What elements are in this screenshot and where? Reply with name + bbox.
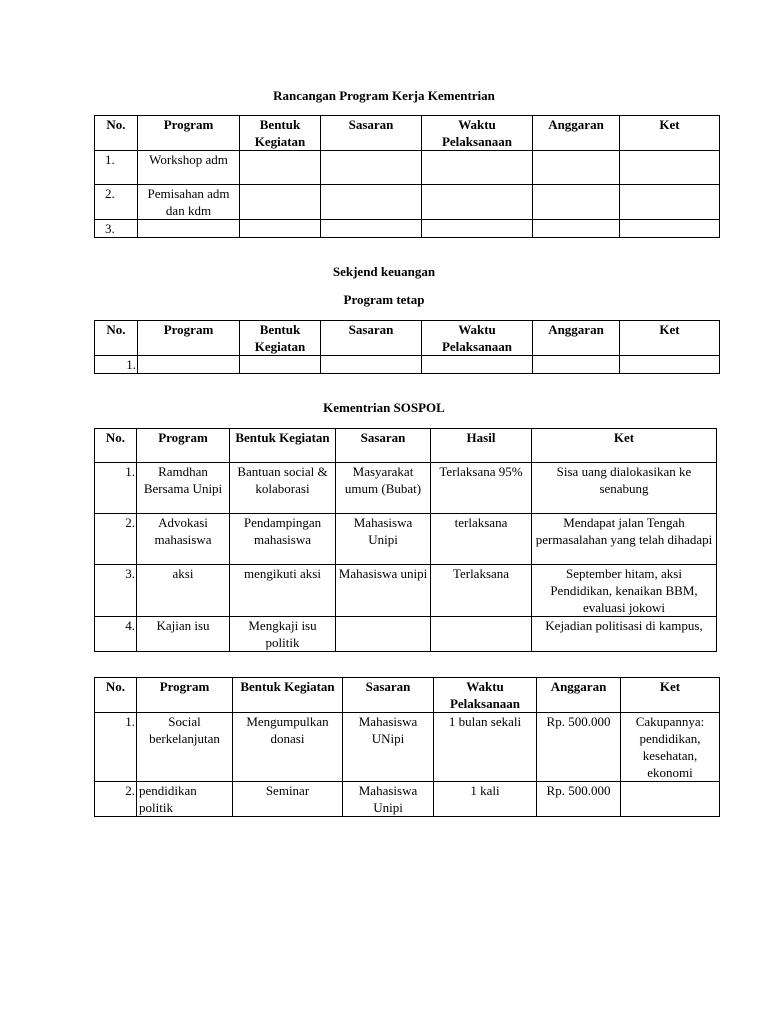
cell-program: Pemisahan adm dan kdm bbox=[138, 185, 240, 220]
cell-no: 3. bbox=[95, 220, 138, 238]
cell-program: Advokasi mahasiswa bbox=[137, 514, 230, 565]
cell-no: 2. bbox=[95, 185, 138, 220]
cell-sasaran bbox=[321, 220, 422, 238]
header-hasil: Hasil bbox=[431, 429, 532, 463]
section-title-rancangan: Rancangan Program Kerja Kementrian bbox=[273, 88, 495, 103]
cell-no: 1. bbox=[95, 356, 138, 374]
header-no: No. bbox=[95, 116, 138, 151]
cell-sasaran: Masyarakat umum (Bubat) bbox=[336, 463, 431, 514]
section-subtitle-program-tetap: Program tetap bbox=[343, 292, 425, 307]
table-row bbox=[95, 617, 717, 652]
table-sekjend bbox=[94, 320, 720, 374]
section-title-sospol: Kementrian SOSPOL bbox=[323, 400, 445, 415]
header-no: No. bbox=[95, 678, 137, 713]
table-header-row bbox=[95, 429, 717, 463]
header-program: Program bbox=[137, 678, 233, 713]
table-row bbox=[95, 185, 720, 220]
cell-waktu bbox=[422, 356, 533, 374]
cell-no: 1. bbox=[95, 151, 138, 185]
table-sospol bbox=[94, 428, 717, 652]
cell-ket bbox=[620, 220, 720, 238]
cell-program: Kajian isu bbox=[137, 617, 230, 652]
cell-bentuk: Bantuan social & kolaborasi bbox=[230, 463, 336, 514]
cell-bentuk: Mengumpulkan donasi bbox=[233, 713, 343, 782]
cell-program: Ramdhan Bersama Unipi bbox=[137, 463, 230, 514]
cell-no: 4. bbox=[95, 617, 137, 652]
cell-program: Social berkelanjutan bbox=[137, 713, 233, 782]
header-program: Program bbox=[138, 321, 240, 356]
cell-no: 1. bbox=[95, 463, 137, 514]
cell-program: Workshop adm bbox=[138, 151, 240, 185]
header-ket: Ket bbox=[620, 321, 720, 356]
cell-program bbox=[138, 220, 240, 238]
table-row bbox=[95, 782, 720, 817]
cell-ket bbox=[620, 151, 720, 185]
table-row bbox=[95, 713, 720, 782]
header-waktu: Waktu Pelaksanaan bbox=[434, 678, 537, 713]
cell-waktu bbox=[422, 220, 533, 238]
table-rancangan bbox=[94, 115, 720, 238]
cell-hasil: terlaksana bbox=[431, 514, 532, 565]
cell-ket bbox=[620, 185, 720, 220]
cell-waktu bbox=[422, 185, 533, 220]
cell-sasaran bbox=[321, 356, 422, 374]
header-ket: Ket bbox=[620, 116, 720, 151]
cell-bentuk bbox=[240, 151, 321, 185]
cell-no: 2. bbox=[95, 782, 137, 817]
cell-ket: Mendapat jalan Tengah permasalahan yang telah dihadapi bbox=[532, 514, 717, 565]
table-row bbox=[95, 463, 717, 514]
cell-anggaran bbox=[533, 185, 620, 220]
cell-no: 1. bbox=[95, 713, 137, 782]
cell-bentuk bbox=[240, 185, 321, 220]
cell-anggaran bbox=[533, 220, 620, 238]
table-row bbox=[95, 514, 717, 565]
table-row bbox=[95, 220, 720, 238]
cell-ket: Sisa uang dialokasikan ke senabung bbox=[532, 463, 717, 514]
cell-sasaran: Mahasiswa UNipi bbox=[343, 713, 434, 782]
header-anggaran: Anggaran bbox=[533, 321, 620, 356]
cell-anggaran bbox=[533, 151, 620, 185]
cell-waktu: 1 bulan sekali bbox=[434, 713, 537, 782]
cell-bentuk: Seminar bbox=[233, 782, 343, 817]
cell-ket: September hitam, aksi Pendidikan, kenaikan BBM, evaluasi jokowi bbox=[532, 565, 717, 617]
cell-program: pendidikan politik bbox=[137, 782, 233, 817]
cell-anggaran: Rp. 500.000 bbox=[537, 713, 621, 782]
header-anggaran: Anggaran bbox=[533, 116, 620, 151]
header-bentuk-kegiatan: Bentuk Kegiatan bbox=[230, 429, 336, 463]
cell-ket: Cakupannya: pendidikan, kesehatan, ekonomi bbox=[621, 713, 720, 782]
cell-bentuk: Mengkaji isu politik bbox=[230, 617, 336, 652]
cell-bentuk: mengikuti aksi bbox=[230, 565, 336, 617]
header-no: No. bbox=[95, 429, 137, 463]
header-program: Program bbox=[138, 116, 240, 151]
header-bentuk-kegiatan: Bentuk Kegiatan bbox=[233, 678, 343, 713]
cell-sasaran: Mahasiswa unipi bbox=[336, 565, 431, 617]
table-row bbox=[95, 356, 720, 374]
cell-sasaran: Mahasiswa Unipi bbox=[343, 782, 434, 817]
cell-sasaran bbox=[336, 617, 431, 652]
cell-bentuk bbox=[240, 220, 321, 238]
header-waktu: Waktu Pelaksanaan bbox=[422, 321, 533, 356]
cell-waktu: 1 kali bbox=[434, 782, 537, 817]
cell-hasil bbox=[431, 617, 532, 652]
table-header-row bbox=[95, 116, 720, 151]
header-sasaran: Sasaran bbox=[321, 321, 422, 356]
header-anggaran: Anggaran bbox=[537, 678, 621, 713]
cell-ket bbox=[620, 356, 720, 374]
header-sasaran: Sasaran bbox=[343, 678, 434, 713]
cell-bentuk: Pendampingan mahasiswa bbox=[230, 514, 336, 565]
header-bentuk-kegiatan: Bentuk Kegiatan bbox=[240, 116, 321, 151]
cell-sasaran bbox=[321, 185, 422, 220]
header-program: Program bbox=[137, 429, 230, 463]
header-sasaran: Sasaran bbox=[321, 116, 422, 151]
header-bentuk-kegiatan: Bentuk Kegiatan bbox=[240, 321, 321, 356]
header-ket: Ket bbox=[532, 429, 717, 463]
header-waktu: Waktu Pelaksanaan bbox=[422, 116, 533, 151]
cell-program: aksi bbox=[137, 565, 230, 617]
cell-hasil: Terlaksana 95% bbox=[431, 463, 532, 514]
header-ket: Ket bbox=[621, 678, 720, 713]
cell-hasil: Terlaksana bbox=[431, 565, 532, 617]
cell-anggaran: Rp. 500.000 bbox=[537, 782, 621, 817]
cell-bentuk bbox=[240, 356, 321, 374]
table-row bbox=[95, 565, 717, 617]
section-title-sekjend: Sekjend keuangan bbox=[332, 264, 436, 279]
table-header-row bbox=[95, 678, 720, 713]
cell-ket bbox=[621, 782, 720, 817]
header-sasaran: Sasaran bbox=[336, 429, 431, 463]
cell-waktu bbox=[422, 151, 533, 185]
cell-no: 3. bbox=[95, 565, 137, 617]
cell-anggaran bbox=[533, 356, 620, 374]
cell-ket: Kejadian politisasi di kampus, bbox=[532, 617, 717, 652]
table-program-lanjutan bbox=[94, 677, 720, 817]
table-row bbox=[95, 151, 720, 185]
cell-program bbox=[138, 356, 240, 374]
cell-no: 2. bbox=[95, 514, 137, 565]
header-no: No. bbox=[95, 321, 138, 356]
cell-sasaran bbox=[321, 151, 422, 185]
cell-sasaran: Mahasiswa Unipi bbox=[336, 514, 431, 565]
table-header-row bbox=[95, 321, 720, 356]
